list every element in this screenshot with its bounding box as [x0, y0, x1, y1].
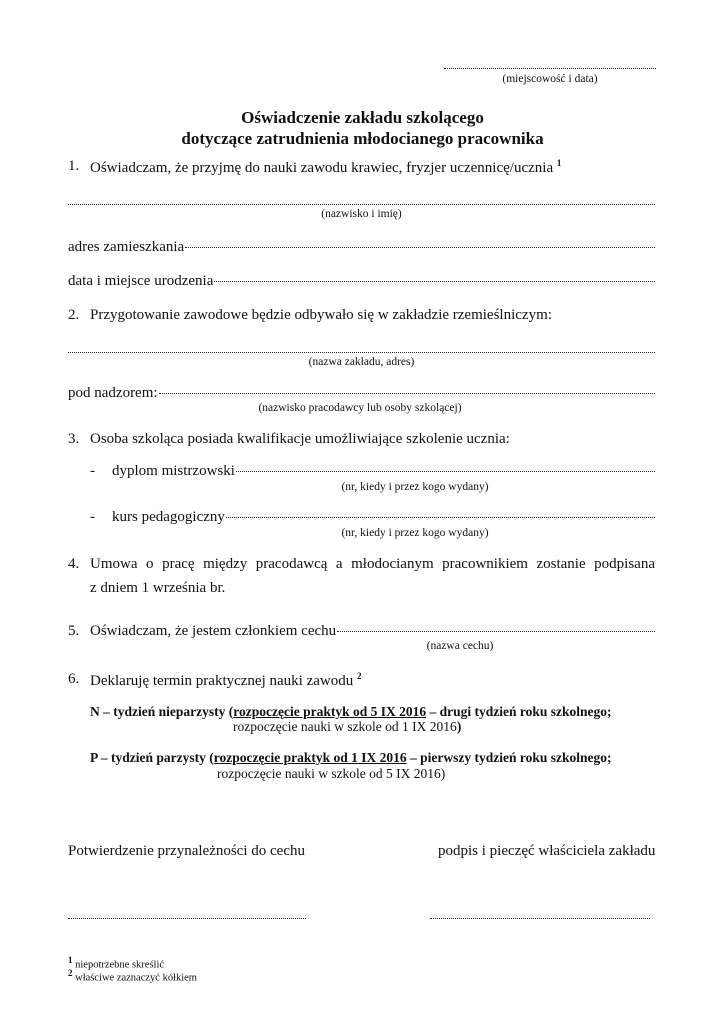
supervision-label: pod nadzorem:	[68, 385, 158, 401]
footnote-1-ref: 1	[68, 955, 73, 965]
guild-confirmation-label: Potwierdzenie przynależności do cechu	[68, 843, 305, 859]
option-n-line2	[233, 719, 461, 735]
section-3-number: 3.	[68, 431, 80, 447]
footnote-1-text: niepotrzebne skreślić	[72, 959, 165, 971]
master-caption: (nr, kiedy i przez kogo wydany)	[341, 481, 489, 493]
course-field[interactable]	[226, 516, 655, 518]
footnote-2-ref: 2	[68, 968, 73, 978]
section-1-number: 1.	[68, 158, 80, 174]
supervision-caption: (nazwisko pracodawcy lub osoby szkolącej)	[258, 402, 462, 414]
guild-field[interactable]	[337, 630, 655, 632]
address-label: adres zamieszkania	[68, 239, 185, 255]
workshop-caption: (nazwa zakładu, adres)	[308, 356, 415, 368]
birth-label: data i miejsce urodzenia	[68, 273, 214, 289]
place-date-caption: (miejscowość i data)	[502, 73, 598, 85]
course-row	[112, 509, 655, 526]
section-4-line2: z dniem 1 września br.	[90, 580, 226, 596]
section-2-number: 2.	[68, 307, 80, 323]
section-6-number: 6.	[68, 671, 80, 687]
form-title-line1: Oświadczenie zakładu szkolącego	[241, 108, 484, 127]
option-p-lead: P – tydzień parzysty (	[90, 750, 214, 765]
option-p-line1[interactable]	[90, 750, 611, 766]
section-4-number: 4.	[68, 556, 80, 572]
owner-signature-label: podpis i pieczęć właściciela zakładu	[438, 843, 656, 859]
guild-row	[90, 623, 655, 640]
section-6-text	[90, 671, 361, 690]
master-dash: -	[90, 463, 95, 479]
footnote-2	[68, 968, 197, 984]
section-3-text: Osoba szkoląca posiada kwalifikacje umożliwiające szkolenie ucznia:	[90, 431, 510, 447]
supervision-field[interactable]	[159, 392, 655, 394]
footnote-ref-1: 1	[556, 158, 562, 168]
course-label: kurs pedagogiczny	[112, 509, 225, 525]
workshop-field[interactable]	[68, 352, 655, 353]
birth-row	[68, 273, 655, 290]
section-6-statement: Deklaruję termin praktycznej nauki zawodu	[90, 673, 354, 689]
section-1-statement: Oświadczam, że przyjmę do nauki zawodu krawiec, fryzjer uczennicę/ucznia	[90, 160, 554, 176]
section-4-line1: Umowa o pracę między pracodawcą a młodocianym pracownikiem zostanie podpisana	[90, 556, 655, 572]
supervision-row	[68, 385, 655, 402]
guild-label: Oświadczam, że jestem członkiem cechu	[90, 623, 337, 639]
form-title-line2: dotyczące zatrudnienia młodocianego pracownika	[181, 129, 544, 148]
master-label: dyplom mistrzowski	[112, 463, 235, 479]
guild-caption: (nazwa cechu)	[426, 640, 494, 652]
option-p-week: – pierwszy tydzień roku szkolnego;	[406, 750, 612, 765]
place-date-field[interactable]	[444, 68, 656, 69]
guild-confirmation-field[interactable]	[68, 918, 306, 919]
birth-field[interactable]	[214, 280, 655, 282]
owner-signature-field[interactable]	[430, 918, 650, 919]
footnote-2-text: właściwe zaznaczyć kółkiem	[72, 972, 197, 984]
section-1-text	[90, 158, 561, 177]
option-n-week: – drugi tydzień roku szkolnego;	[426, 704, 612, 719]
option-p-start: rozpoczęcie praktyk od 1 IX 2016	[213, 750, 407, 765]
section-2-text: Przygotowanie zawodowe będzie odbywało się w zakładzie rzemieślniczym:	[90, 307, 552, 323]
option-n-start: rozpoczęcie praktyk od 5 IX 2016	[233, 704, 427, 719]
option-n-close: )	[456, 719, 462, 734]
course-caption: (nr, kiedy i przez kogo wydany)	[341, 527, 489, 539]
option-n-lead: N – tydzień nieparzysty (	[90, 704, 234, 719]
master-field[interactable]	[236, 470, 655, 472]
student-name-field[interactable]	[68, 204, 655, 205]
course-dash: -	[90, 509, 95, 525]
option-n-school: rozpoczęcie nauki w szkole od 1 IX 2016	[233, 719, 457, 734]
option-n-line1[interactable]	[90, 704, 612, 720]
address-row	[68, 239, 655, 256]
footnote-ref-2: 2	[356, 671, 362, 681]
section-5-number: 5.	[68, 623, 80, 639]
address-field[interactable]	[185, 246, 655, 248]
option-p-line2: rozpoczęcie nauki w szkole od 5 IX 2016)	[217, 766, 446, 781]
master-row	[112, 463, 655, 480]
student-name-caption: (nazwisko i imię)	[321, 208, 402, 220]
